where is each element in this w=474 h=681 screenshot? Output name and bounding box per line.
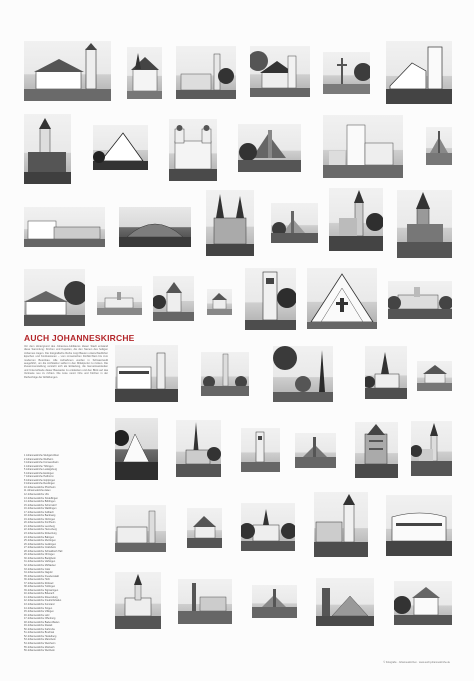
church-photo (417, 361, 452, 391)
church-photo (97, 286, 142, 315)
church-photo (176, 46, 236, 99)
church-photo (238, 124, 301, 172)
church-photo (323, 52, 370, 94)
church-list-item: 32 Johanneskirche Mühlacker (24, 563, 56, 567)
church-icon (176, 46, 236, 99)
church-icon (176, 420, 221, 477)
church-photo (176, 420, 221, 477)
church-icon (394, 581, 452, 625)
church-list-item: 36 Johanneskirche Horb (24, 578, 50, 582)
church-icon (314, 492, 368, 557)
church-list-item: 15 Johanneskirche Schorndorf (24, 503, 57, 507)
church-list-item: 13 Johanneskirche Sindelfingen (24, 496, 58, 500)
church-list-item: 30 Johanneskirche Bietigheim (24, 556, 56, 560)
church-list-item: 52 Johanneskirche Heidelberg (24, 634, 57, 638)
church-list (24, 454, 108, 653)
church-icon (323, 52, 370, 94)
church-icon (153, 276, 194, 321)
church-list-item: 43 Johanneskirche Konstanz (24, 602, 55, 606)
church-list-item: 35 Johanneskirche Freudenstadt (24, 574, 59, 578)
church-photo (307, 268, 377, 329)
church-list-item: 41 Johanneskirche Ravensburg (24, 595, 58, 599)
church-list-item: 9 Johanneskirche Reutlingen (24, 482, 55, 486)
church-list-item: 5 Johanneskirche Ludwigsburg (24, 468, 57, 472)
church-photo (426, 127, 452, 165)
church-list-item: 55 Johanneskirche Mosbach (24, 645, 55, 649)
church-list-item: 56 Johanneskirche Wertheim (24, 649, 55, 653)
church-photo (252, 585, 297, 618)
church-list-item: 39 Johanneskirche Sigmaringen (24, 588, 59, 592)
church-list-item: 34 Johanneskirche Nagold (24, 571, 53, 575)
church-icon (417, 361, 452, 391)
church-icon (252, 585, 297, 618)
church-photo (323, 115, 403, 178)
church-icon (323, 115, 403, 178)
church-photo (411, 421, 452, 476)
church-photo (386, 495, 452, 556)
church-list-item: 51 Johanneskirche Bruchsal (24, 631, 55, 635)
church-icon (386, 41, 452, 104)
church-icon (115, 345, 178, 402)
church-icon (388, 281, 452, 319)
page-title: AUCH JOHANNESKIRCHE (24, 333, 135, 343)
church-icon (24, 269, 85, 326)
church-list-item: 4 Johanneskirche Tübingen (24, 464, 54, 468)
church-photo (127, 47, 162, 99)
church-photo (386, 41, 452, 104)
church-list-item: 8 Johanneskirche Göppingen (24, 478, 56, 482)
church-list-item: 16 Johanneskirche Waiblingen (24, 507, 57, 511)
church-list-item: 46 Johanneskirche Lahr (24, 613, 50, 617)
church-list-item: 54 Johanneskirche Weinheim (24, 641, 56, 645)
church-photo (250, 46, 310, 97)
church-icon (115, 505, 166, 552)
church-list-item: 49 Johanneskirche Rastatt (24, 624, 53, 628)
church-icon (187, 508, 222, 548)
church-icon (201, 352, 249, 396)
church-icon (24, 114, 71, 184)
church-photo (24, 269, 85, 326)
church-icon (127, 47, 162, 99)
church-icon (365, 346, 407, 399)
church-photo (201, 352, 249, 396)
church-photo (93, 125, 148, 170)
church-list-item: 10 Johanneskirche Pforzheim (24, 485, 56, 489)
church-list-item: 29 Johanneskirche Öhringen (24, 553, 55, 557)
church-icon (207, 289, 232, 315)
church-icon (115, 418, 158, 480)
church-photo (355, 422, 398, 478)
church-list-item: 33 Johanneskirche Calw (24, 567, 51, 571)
church-icon (397, 190, 452, 258)
church-icon (178, 579, 232, 624)
church-list-item: 18 Johanneskirche Backnang (24, 514, 56, 518)
church-list-item: 44 Johanneskirche Singen (24, 606, 53, 610)
church-list-item: 20 Johanneskirche Kirchheim (24, 521, 56, 525)
church-icon (295, 433, 336, 468)
church-list-item: 31 Johanneskirche Vaihingen (24, 560, 56, 564)
church-list-item: 48 Johanneskirche Baden-Baden (24, 620, 60, 624)
church-list-item: 17 Johanneskirche Fellbach (24, 510, 54, 514)
church-list-item: 7 Johanneskirche Heilbronn (24, 475, 54, 479)
church-photo (115, 572, 161, 629)
church-photo (206, 190, 254, 256)
church-photo (241, 503, 295, 551)
church-list-item: 45 Johanneskirche Villingen (24, 610, 54, 614)
church-icon (115, 572, 161, 629)
church-photo (169, 119, 217, 181)
church-list-item: 1 Johanneskirche Stuttgart-West (24, 454, 59, 457)
church-photo (115, 345, 178, 402)
church-photo (24, 207, 105, 247)
church-list-item: 3 Johanneskirche Kornwestheim (24, 461, 59, 465)
church-photo (115, 505, 166, 552)
church-list-item: 53 Johanneskirche Mannheim (24, 638, 56, 642)
church-photo (245, 268, 296, 330)
church-list-item: 23 Johanneskirche Rottenburg (24, 532, 57, 536)
church-icon (24, 41, 111, 101)
church-photo (329, 188, 383, 251)
church-photo (187, 508, 222, 548)
church-photo (24, 41, 111, 101)
church-icon (411, 421, 452, 476)
church-photo (207, 289, 232, 315)
church-photo (316, 578, 374, 626)
church-icon (97, 286, 142, 315)
church-photo (388, 281, 452, 319)
church-icon (316, 578, 374, 626)
church-photo (397, 190, 452, 258)
church-icon (241, 503, 295, 551)
church-photo (178, 579, 232, 624)
church-icon (426, 127, 452, 165)
church-list-item: 2 Johanneskirche Weilheim (24, 457, 54, 461)
church-icon (206, 190, 254, 256)
church-icon (250, 46, 310, 97)
church-photo (314, 492, 368, 557)
church-list-item: 22 Johanneskirche Herrenberg (24, 528, 57, 532)
church-photo (394, 581, 452, 625)
church-list-item: 19 Johanneskirche Nürtingen (24, 517, 56, 521)
church-list-item: 38 Johanneskirche Tuttlingen (24, 585, 56, 589)
church-photo (24, 114, 71, 184)
church-photo (295, 433, 336, 468)
church-icon (241, 428, 280, 472)
church-list-item: 37 Johanneskirche Rottweil (24, 581, 54, 585)
church-icon (245, 268, 296, 330)
church-list-item: 25 Johanneskirche Metzingen (24, 539, 56, 543)
church-photo (273, 346, 333, 402)
intro-text: Vor dem Hintergrund des Johannes-Jubiläums dieser Stadt entstand diese Sammlung: Kirchen und Kapellen, die den Namen des heiligen Johannes tragen. Die fotografische Reihe zeigt Bauten unterschiedlicher Epochen und Konfessionen – vom romanischen Dorfkirchlein bis zum modernen Betonbau. Alle Aufnahmen wurden in Schwarzweiß ausgeführt, um die Architektur selbst in den Mittelpunkt zu rücken. Die Zusammenstellung versteht sich als Einladung, die Gemeinsamkeiten und Unterschiede dieser Bauwerke zu entdecken und den Blick auf das Vertraute neu zu richten. Die Liste nennt Orte und Kirchen in der Reihenfolge der Abbildungen. (24, 345, 108, 379)
church-icon (386, 495, 452, 556)
church-list-item: 50 Johanneskirche Karlsruhe (24, 627, 55, 631)
church-list-item: 40 Johanneskirche Biberach (24, 592, 55, 596)
church-list-item: 12 Johanneskirche Ulm (24, 493, 49, 497)
church-photo (153, 276, 194, 321)
church-list-item: 14 Johanneskirche Böblingen (24, 500, 56, 504)
church-icon (24, 207, 105, 247)
church-photo (241, 428, 280, 472)
church-icon (119, 207, 191, 247)
church-photo (115, 418, 158, 480)
church-icon (271, 203, 318, 243)
church-photo (365, 346, 407, 399)
church-list-item: 47 Johanneskirche Offenburg (24, 617, 56, 621)
church-list-item: 6 Johanneskirche Esslingen (24, 471, 54, 475)
church-icon (355, 422, 398, 478)
church-list-item: 26 Johanneskirche Geislingen (24, 542, 57, 546)
church-list-item: 28 Johanneskirche Schwäbisch Hall (24, 549, 63, 553)
church-photo (271, 203, 318, 243)
church-icon (93, 125, 148, 170)
church-icon (273, 346, 333, 402)
church-icon (307, 268, 377, 329)
church-list-item: 21 Johanneskirche Leonberg (24, 524, 55, 528)
church-list-item: 42 Johanneskirche Friedrichshafen (24, 599, 62, 603)
church-list-item: 11 Johanneskirche Aalen (24, 489, 51, 493)
church-icon (238, 124, 301, 172)
church-photo (119, 207, 191, 247)
church-list-item: 27 Johanneskirche Crailsheim (24, 546, 57, 550)
church-icon (169, 119, 217, 181)
footer-credit: © Fotografie · Johanneskirchen · www.auch-johanneskirche.de (383, 661, 450, 664)
church-list-item: 24 Johanneskirche Balingen (24, 535, 55, 539)
church-icon (329, 188, 383, 251)
